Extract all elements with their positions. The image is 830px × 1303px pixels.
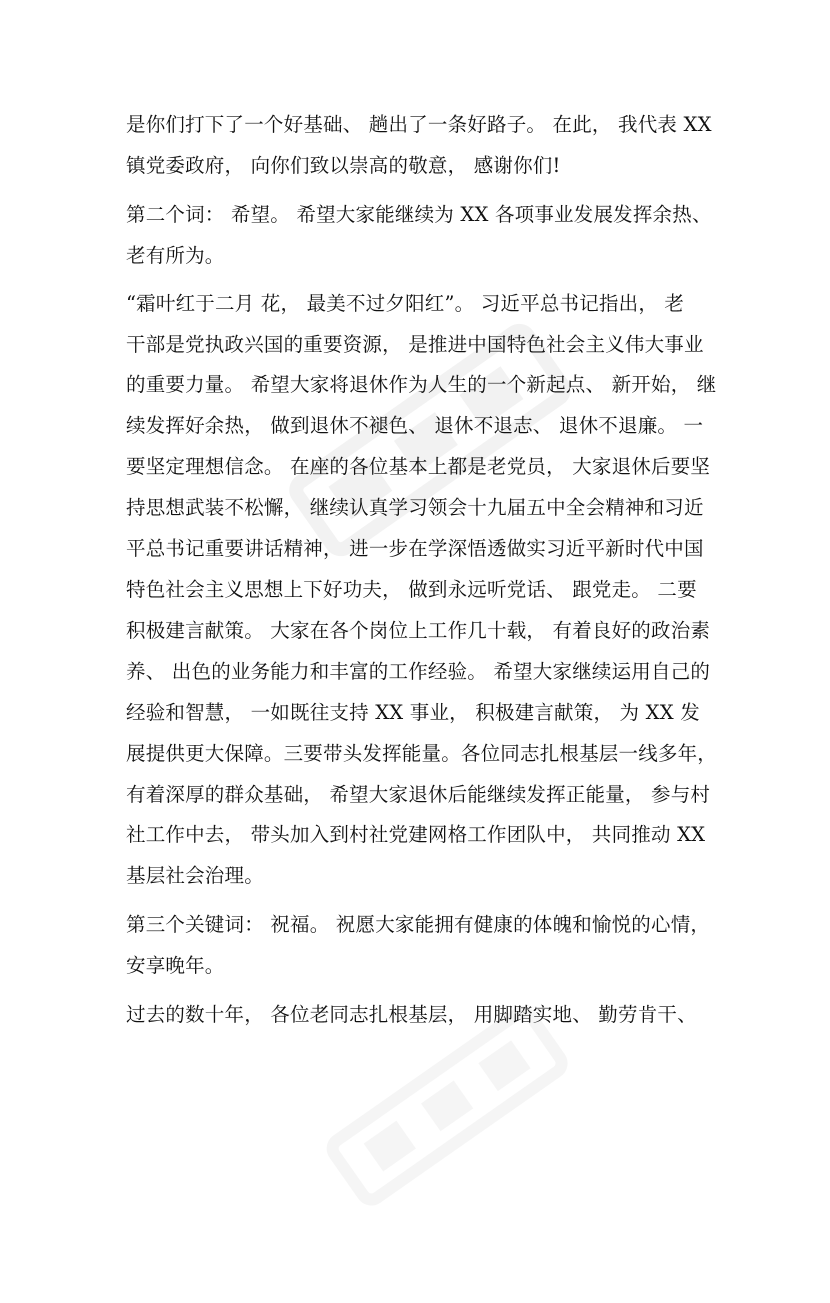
text-line: 平总书记重要讲话精神， 进一步在学深悟透做实习近平新时代中国 (126, 537, 704, 560)
text-line: 镇党委政府， 向你们致以崇高的敬意， 感谢你们! (126, 154, 561, 177)
text-line: 续发挥好余热， 做到退休不褪色、 退休不退志、 退休不退廉。 一 (126, 414, 704, 437)
text-line: 第二个词： 希望。 希望大家能继续为 XX 各项事业发展发挥余热、 (126, 203, 712, 226)
text-line: 是你们打下了一个好基础、 趟出了一条好路子。 在此， 我代表 XX (126, 113, 712, 136)
text-line: 第三个关键词： 祝福。 祝愿大家能拥有健康的体魄和愉悦的心情， (126, 913, 711, 936)
text-line: “霜叶红于二月 花， 最美不过夕阳红”。 习近平总书记指出， 老 (126, 292, 685, 315)
text-line: 持思想武装不松懈， 继续认真学习领会十九届五中全会精神和习近 (126, 496, 704, 519)
text-line: 展提供更大保障。三要带头发挥能量。各位同志扎根基层一线多年， (126, 742, 718, 765)
text-line: 积极建言献策。 大家在各个岗位上工作几十载， 有着良好的政治素 (126, 619, 711, 642)
text-line: 的重要力量。 希望大家将退休作为人生的一个新起点、 新开始， 继 (126, 373, 717, 396)
text-line: 要坚定理想信念。 在座的各位基本上都是老党员， 大家退休后要坚 (126, 455, 711, 478)
text-line: 经验和智慧， 一如既往支持 XX 事业， 积极建言献策， 为 XX 发 (126, 701, 700, 724)
text-line: 养、 出色的业务能力和丰富的工作经验。 希望大家继续运用自己的 (126, 660, 711, 683)
text-line: 特色社会主义思想上下好功夫， 做到永远听党话、 跟党走。 二要 (126, 578, 697, 601)
text-line: 基层社会治理。 (126, 864, 264, 887)
text-line: 社工作中去， 带头加入到村社党建网格工作团队中， 共同推动 XX (126, 823, 706, 846)
text-line: 老有所为。 (126, 244, 225, 267)
text-line: 干部是党执政兴国的重要资源， 是推进中国特色社会主义伟大事业 (126, 333, 704, 356)
text-line: 安享晚年。 (126, 954, 225, 977)
text-line: 有着深厚的群众基础， 希望大家退休后能继续发挥正能量， 参与村 (126, 783, 711, 806)
text-line: 过去的数十年， 各位老同志扎根基层， 用脚踏实地、 勤劳肯干、 (126, 1003, 697, 1026)
